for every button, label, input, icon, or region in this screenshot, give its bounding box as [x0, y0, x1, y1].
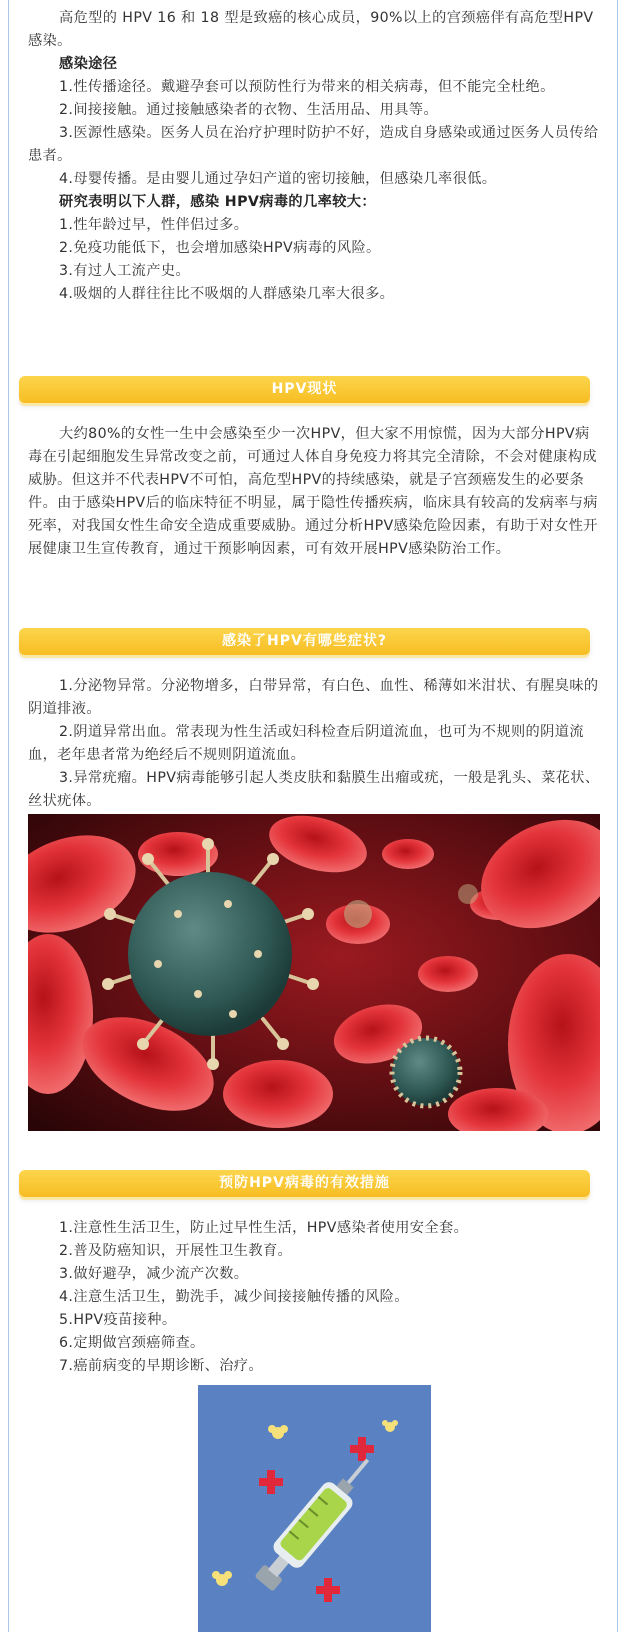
prevention-item: 1.注意性生活卫生，防止过早性生活，HPV感染者使用安全套。: [59, 1220, 469, 1236]
virus-blood-cells-image: [28, 814, 600, 1131]
prevention-item: 4.注意生活卫生，勤洗手，减少间接接触传播的风险。: [59, 1289, 409, 1305]
symptom-item: 2.阴道异常出血。常表现为性生活或妇科检查后阴道流血，也可为不规则的阴道流血，老年患者常为绝经后不规则阴道流血。: [28, 724, 584, 763]
infection-section: [28, 7, 600, 306]
prevention-item: 5.HPV疫苗接种。: [59, 1312, 177, 1328]
risk-item: 2.免疫功能低下，也会增加感染HPV病毒的风险。: [59, 240, 381, 256]
prevention-item: 6.定期做宫颈癌筛查。: [59, 1335, 205, 1351]
vaccine-syringe-image: [198, 1385, 431, 1632]
prevention-section: [28, 1217, 600, 1378]
risk-item: 3.有过人工流产史。: [59, 263, 191, 279]
route-item: 3.医源性感染。医务人员在治疗护理时防护不好，造成自身感染或通过医务人员传给患者。: [28, 125, 599, 164]
prevention-section-title: 预防HPV病毒的有效措施: [19, 1170, 590, 1197]
symptom-item: 1.分泌物异常。分泌物增多，白带异常，有白色、血性、稀薄如米泔状、有腥臭味的阴道排液。: [28, 678, 599, 717]
risk-item: 1.性年龄过早，性伴侣过多。: [59, 217, 249, 233]
symptoms-section: [28, 675, 600, 813]
symptom-item: 3.异常疣瘤。HPV病毒能够引起人类皮肤和黏膜生出瘤或疣，一般是乳头、菜花状、丝状疣体。: [28, 770, 600, 809]
status-section-title: HPV现状: [19, 376, 590, 403]
risk-item: 4.吸烟的人群往往比不吸烟的人群感染几率大很多。: [59, 286, 395, 302]
status-paragraph: 大约80%的女性一生中会感染至少一次HPV，但大家不用惊慌，因为大部分HPV病毒在引起细胞发生异常改变之前，可通过人体自身免疫力将其完全清除，不会对健康构成威胁。但这并不代表HPV不可怕，高危型HPV的持续感染，就是子宫颈癌发生的必要条件。由于感染HPV后的临床特征不明显，属于隐性传播疾病，临床具有较高的发病率与病死率，对我国女性生命安全造成重要威胁。通过分析HPV感染危险因素，有助于对女性开展健康卫生宣传教育，通过干预影响因素，可有效开展HPV感染防治工作。: [28, 426, 598, 557]
intro-paragraph: 高危型的 HPV 16 和 18 型是致癌的核心成员，90%以上的宫颈癌伴有高危型HPV感染。: [28, 10, 594, 49]
prevention-item: 2.普及防癌知识，开展性卫生教育。: [59, 1243, 293, 1259]
route-item: 4.母婴传播。是由婴儿通过孕妇产道的密切接触，但感染几率很低。: [59, 171, 497, 187]
route-item: 2.间接接触。通过接触感染者的衣物、生活用品、用具等。: [59, 102, 439, 118]
symptoms-section-title: 感染了HPV有哪些症状?: [19, 628, 590, 655]
prevention-item: 7.癌前病变的早期诊断、治疗。: [59, 1358, 263, 1374]
routes-heading: 感染途径: [59, 56, 118, 72]
status-section: [28, 423, 600, 561]
risk-heading: 研究表明以下人群，感染 HPV病毒的几率较大：: [59, 194, 376, 210]
route-item: 1.性传播途径。戴避孕套可以预防性行为带来的相关病毒，但不能完全杜绝。: [59, 79, 555, 95]
prevention-item: 3.做好避孕，减少流产次数。: [59, 1266, 249, 1282]
